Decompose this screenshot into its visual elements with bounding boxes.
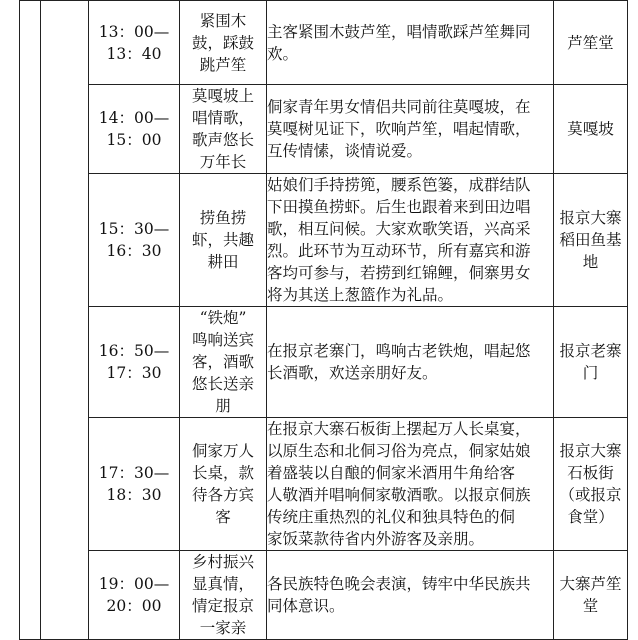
activity-cell: 侗家万人 长桌，款 待各方宾 客 — [180, 418, 267, 551]
table-row — [20, 551, 628, 640]
outer-column-cell — [41, 1, 89, 640]
time-cell: 13：00— 13：40 — [89, 1, 180, 85]
location-cell: 报京大寨 稻田鱼基 地 — [554, 174, 628, 307]
activity-cell: “铁炮” 鸣响送宾 客，酒歌 悠长送亲 朋 — [180, 307, 267, 418]
description-cell: 主客紧围木鼓芦笙，唱情歌踩芦笙舞同 欢。 — [267, 1, 554, 85]
table-row — [20, 174, 628, 307]
location-cell: 芦笙堂 — [554, 1, 628, 85]
activity-cell: 紧围木 鼓，踩鼓 跳芦笙 — [180, 1, 267, 85]
description-cell: 侗家青年男女情侣共同前往莫嘎坡，在 莫嘎树见证下，吹响芦笙，唱起情歌， 互传情愫，谈情说爱。 — [267, 85, 554, 174]
location-cell: 莫嘎坡 — [554, 85, 628, 174]
time-cell: 16：50— 17：30 — [89, 307, 180, 418]
description-cell: 在报京老寨门，鸣响古老铁炮，唱起悠 长酒歌，欢送亲朋好友。 — [267, 307, 554, 418]
location-cell: 大寨芦笙 堂 — [554, 551, 628, 640]
activity-cell: 乡村振兴 显真情， 情定报京 一家亲 — [180, 551, 267, 640]
time-cell: 15：30— 16：30 — [89, 174, 180, 307]
time-cell: 19：00— 20：00 — [89, 551, 180, 640]
activity-cell: 捞鱼捞 虾，共趣 耕田 — [180, 174, 267, 307]
time-cell: 17：30— 18：30 — [89, 418, 180, 551]
location-cell: 报京大寨 石板街 （或报京 食堂） — [554, 418, 628, 551]
location-cell: 报京老寨 门 — [554, 307, 628, 418]
table-row — [20, 85, 628, 174]
description-cell: 姑娘们手持捞篼，腰系笆篓，成群结队 下田摸鱼捞虾。后生也跟着来到田边唱 歌，相互问候。大家欢歌笑语，兴高采 烈。此环节为互动环节，所有嘉宾和游 客均可参与，若捞到红锦鲤，侗寨男女 将为其送上葱篮作为礼品。 — [267, 174, 554, 307]
table-row — [20, 418, 628, 551]
table-row — [20, 307, 628, 418]
outer-column-cell — [20, 1, 41, 640]
table-row — [20, 1, 628, 85]
activity-cell: 莫嘎坡上 唱情歌， 歌声悠长 万年长 — [180, 85, 267, 174]
description-cell: 各民族特色晚会表演，铸牢中华民族共 同体意识。 — [267, 551, 554, 640]
time-cell: 14：00— 15：00 — [89, 85, 180, 174]
schedule-table — [19, 0, 628, 640]
description-cell: 在报京大寨石板街上摆起万人长桌宴， 以原生态和北侗习俗为亮点，侗家姑娘 着盛装以自酿的侗家米酒用牛角给客 人敬酒并唱响侗家敬酒歌。以报京侗族 传统庄重热烈的礼仪和独具特色的侗 家饭菜款待省内外游客及亲朋。 — [267, 418, 554, 551]
